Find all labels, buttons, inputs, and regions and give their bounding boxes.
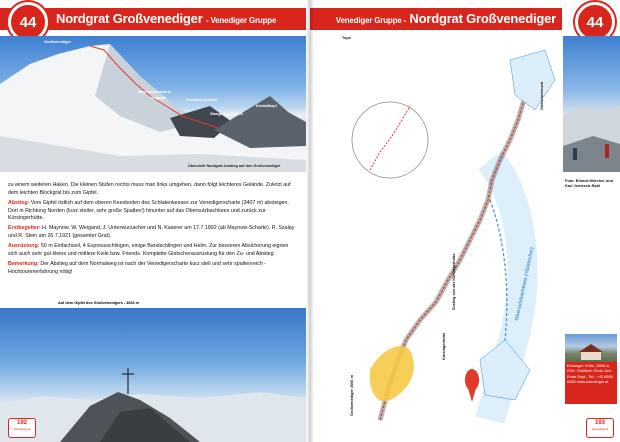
photo-label-base: Stange ca. 2990 m [210, 112, 243, 116]
summit-photo-caption: Auf dem Gipfel des Großvenedigers - 3666 m [58, 301, 140, 305]
book-gutter [306, 0, 314, 442]
section-descent: Abstieg: Vom Gipfel östlich auf dem oberen Keesboden des Schlatenkeeses zur Venedigerscharte (3407 m) absteigen. Dort in Richtung Norden (kurz steiler, sehr große Spalten!) hinunter auf das Obersulzbachkees und zurück zur Kürsingerhütte. [8, 199, 289, 222]
intro-paragraph: zu einem weiteren Haken. Die kleinen Stufen rechts muss man links umgehen, dann folgt leichteres Gelände. Zuletzt auf dem leichten Blockgrat bis zum Gipfel. [8, 182, 291, 196]
photo-label-saddle1: Mayroseckscharte [138, 90, 172, 94]
topo-tag: Topo [342, 36, 351, 40]
overview-photo [0, 36, 306, 172]
route-description [8, 182, 298, 279]
photo-label-summit: Großvenediger [44, 40, 72, 44]
tour-number-badge-left: 44 [8, 2, 48, 42]
hut-info-box: Kürsinger Hütte, 2558 m, ÖAV. Geöffnet: Ende Juni - Ende Sept., Tel.: +43 6565 6450 www.kuersinger.at [565, 362, 617, 404]
side-column [563, 36, 620, 442]
left-page-title: Nordgrat Großvenediger - Venediger Gruppe [56, 11, 277, 26]
climbers-photo [563, 36, 620, 172]
section-equipment: Ausrüstung: 50 m Einfachseil, 4 Expressschlingen, einige Bandschlingen und Helm. Zur besseren Absicherung eignen sich auch sehr gut kleine und mittlere Keile bzw. Friends. Komplette Gletscherausrüstung für den Zu- und Abstieg. [8, 243, 289, 257]
page-number-right: 193 alpinverlag.at [586, 418, 614, 438]
photo-label-right: Kristallkopf [256, 104, 277, 108]
right-page-title: Venediger Gruppe - Nordgrat Großvenediger [335, 11, 556, 26]
photo-label-saddle2: Vorgipfel [150, 96, 167, 100]
tour-number-badge-right: 44 [575, 2, 615, 42]
right-page [310, 0, 620, 442]
topo-drawing [340, 40, 562, 435]
climbers-photo-art [563, 36, 620, 172]
topo-label-seracs: Gletscherbruch [540, 81, 544, 110]
section-remark: Bemerkung: Der Abstieg auf dem Normalweg ist nach der Venedigerscharte kurz steil und sehr spaltenreich - Hochtourenerfahrung nötig! [8, 261, 266, 275]
summit-photo [0, 308, 306, 442]
overview-photo-caption: Übersicht Nordgrat-Anstieg auf den Großvenediger [188, 164, 281, 168]
right-header-bar [310, 8, 562, 30]
topo-label-traverse: Zustieg von der Kürsingerhütte [452, 253, 456, 310]
photo-label-saddle3: Kuchlkar-Scharte [186, 98, 218, 102]
hut-photo [565, 334, 617, 362]
topo-label-hut: Kürsingerhütte [442, 332, 446, 360]
section-first-ascent: Erstbegeher: H. Maynow, W. Weigand, J. Unterwurzacher und N. Kaserer am 17.7.1892 (ab Maynow-Scharte). R. Szalay und R. Stein am 26.7.1921 (gesamter Grat). [8, 225, 295, 240]
page-number-left: 192 alpinverlag.at [8, 418, 36, 438]
topo-label-summit: Großvenediger 3666 m [350, 375, 354, 416]
route-topo [340, 40, 562, 435]
topo-label-glacier: Obersulzbachkees (=Gletscher) [514, 246, 536, 322]
photo-credit: Foto: Erhard Mörcher und Karl Jentzsch-Rabl [565, 178, 613, 189]
hut-photo-art [565, 334, 617, 362]
summit-photo-art [0, 308, 306, 442]
